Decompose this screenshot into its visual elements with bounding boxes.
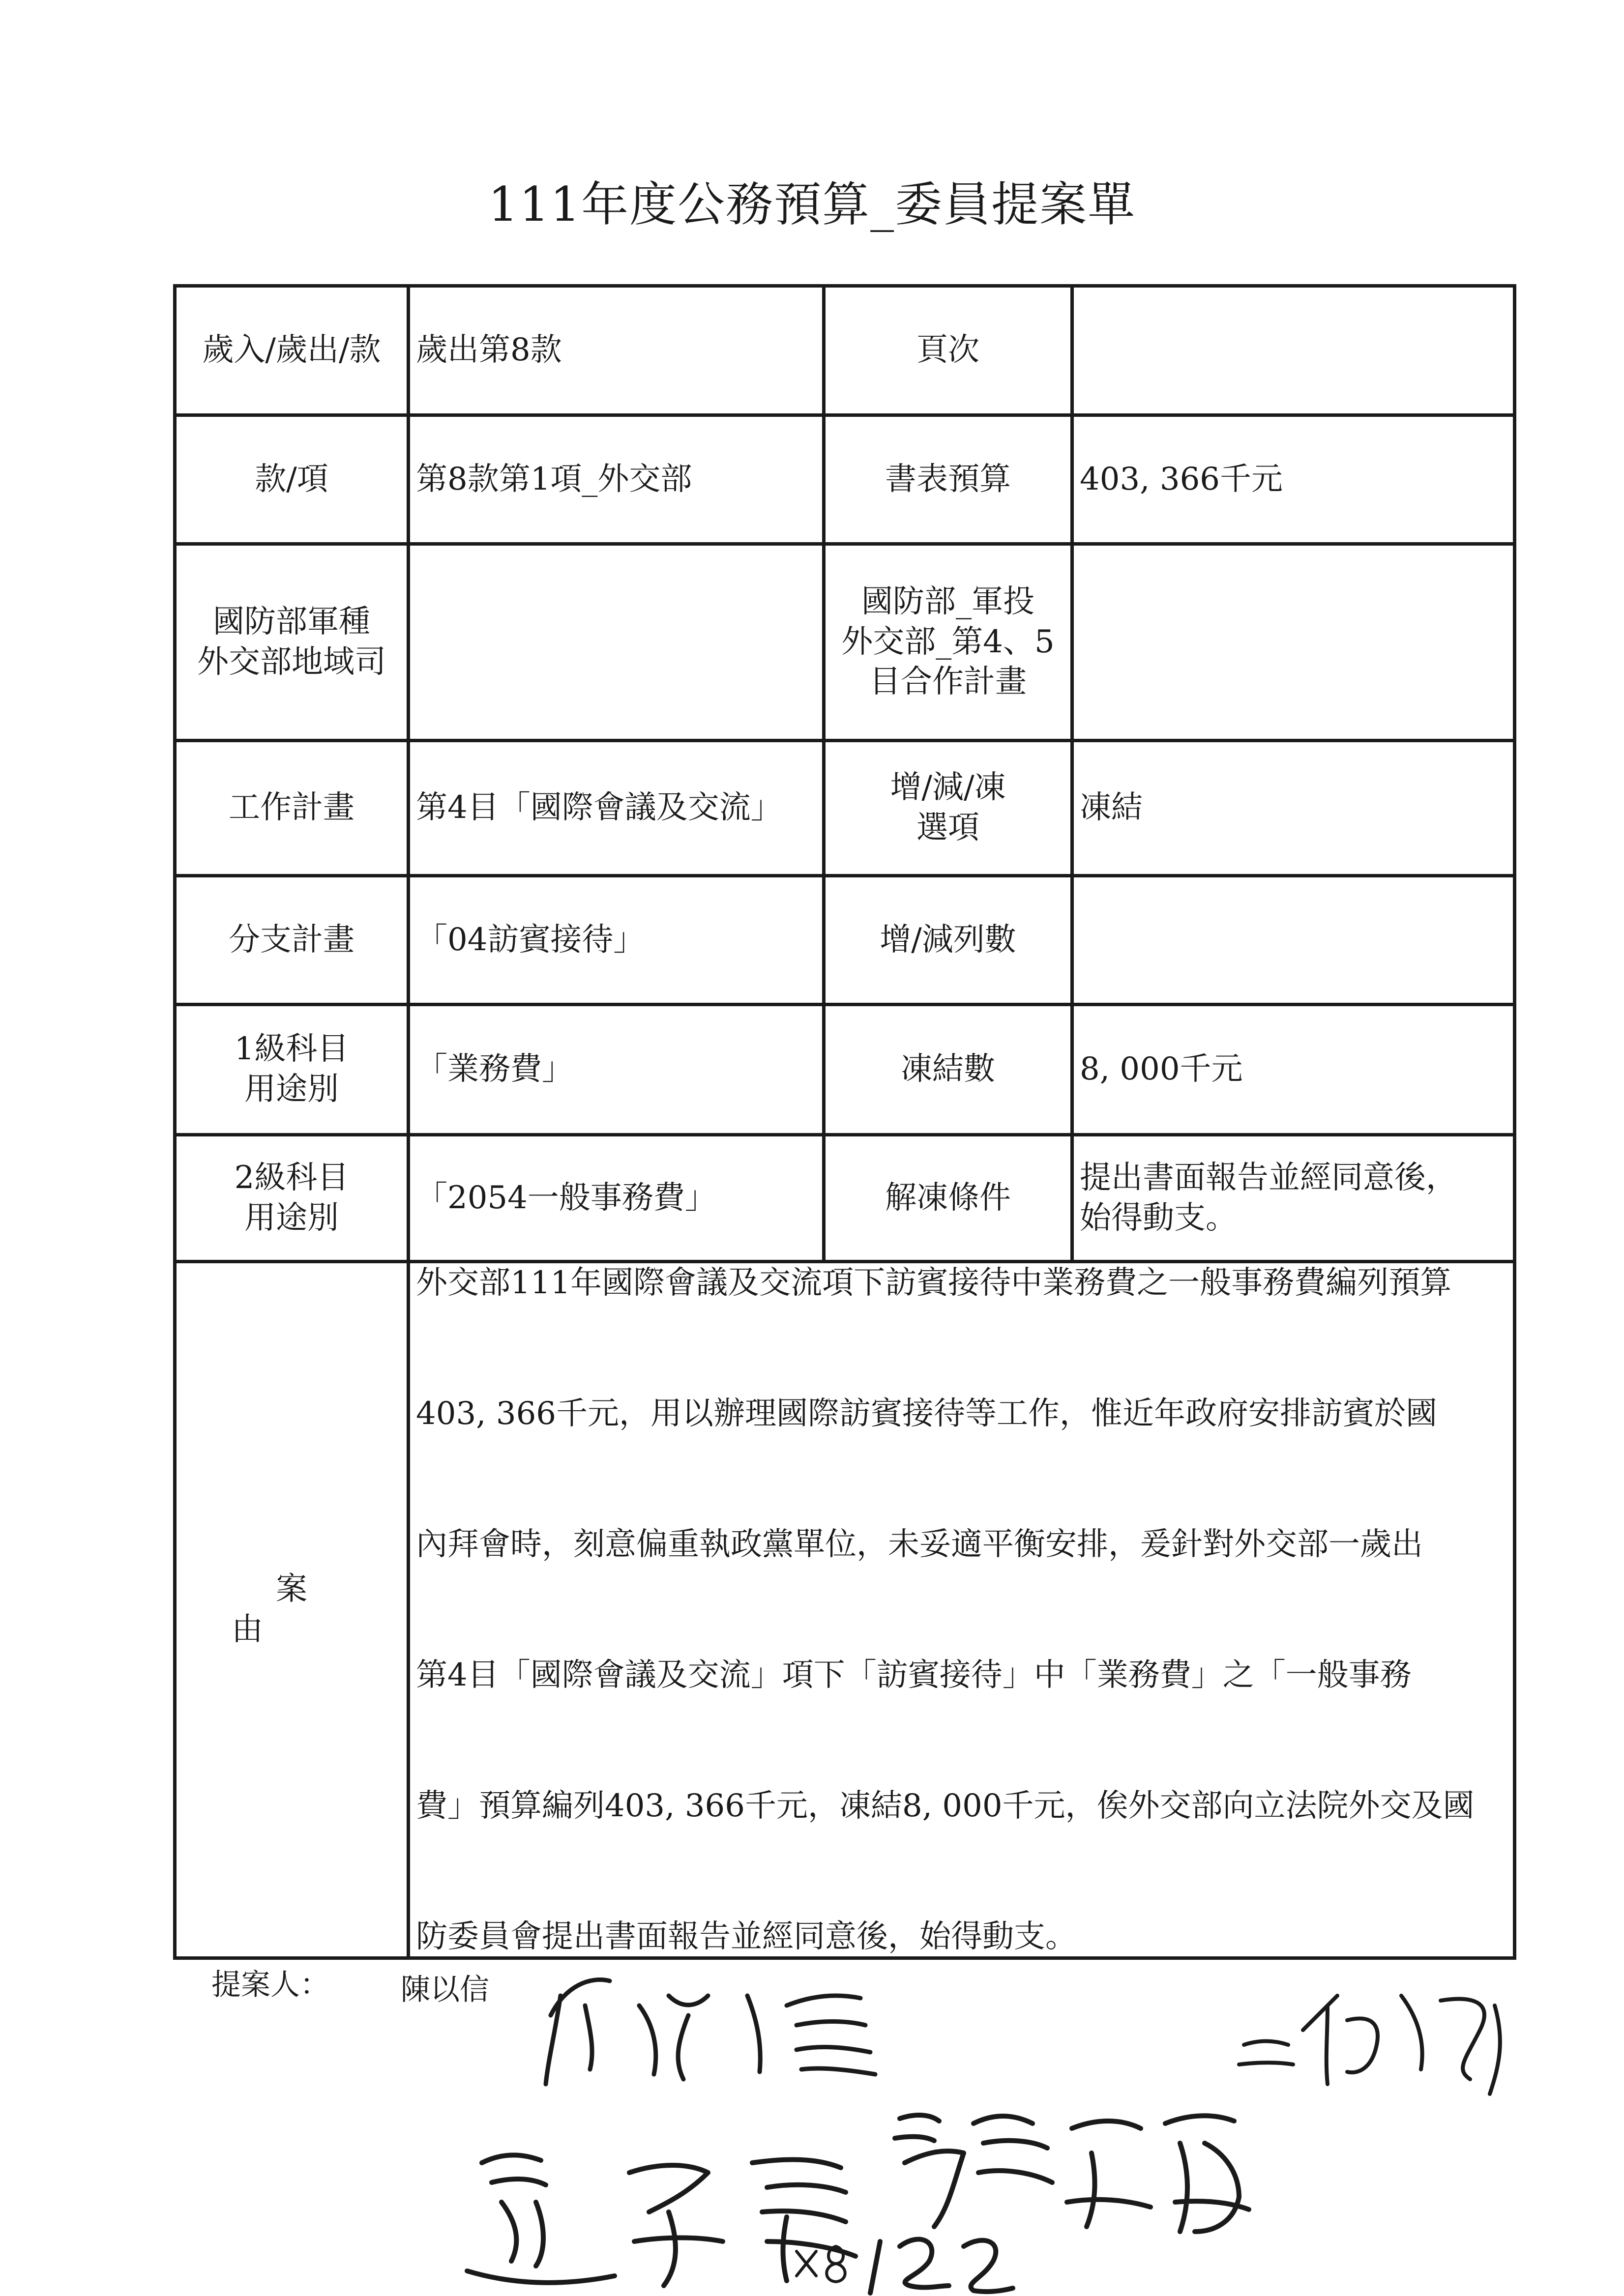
signature-3 bbox=[467, 2155, 856, 2286]
label-plan-code-line1: 國防部_軍投 bbox=[861, 583, 1034, 620]
proposer-label: 提案人： bbox=[211, 1968, 329, 2002]
label-freeze-amount: 凍結數 bbox=[824, 1005, 1072, 1135]
reason-line: 內拜會時，刻意偏重執政黨單位，未妥適平衡安排，爰針對外交部一歲出 bbox=[416, 1526, 1423, 1563]
label-item: 款/項 bbox=[175, 415, 409, 544]
label-work-plan: 工作計畫 bbox=[175, 741, 409, 876]
signature-2 bbox=[1239, 1996, 1500, 2094]
label-adjust-amount: 增/減列數 bbox=[824, 876, 1072, 1005]
value-item: 第8款第1項_外交部 bbox=[409, 415, 824, 544]
reason-line: 費」預算編列403, 366千元，凍結8, 000千元，俟外交部向立法院外交及國 bbox=[416, 1788, 1475, 1824]
page-number bbox=[870, 2239, 1013, 2293]
proposer-name: 陳以信 bbox=[401, 1973, 489, 2007]
label-reason: 案由 bbox=[175, 1262, 409, 1958]
label-level1-subject-line1: 1級科目 bbox=[234, 1031, 349, 1068]
value-adjust-option: 凍結 bbox=[1072, 741, 1515, 876]
label-plan-code-line2: 外交部_第4、5 bbox=[841, 623, 1055, 660]
label-level1-subject-line2: 用途別 bbox=[244, 1071, 339, 1107]
label-department-line1: 國防部軍種 bbox=[213, 603, 370, 640]
label-budget: 書表預算 bbox=[824, 415, 1072, 544]
value-branch-plan: 「04訪賓接待」 bbox=[409, 876, 824, 1005]
signature-1 bbox=[546, 1980, 875, 2084]
value-unfreeze-condition-line1: 提出書面報告並經同意後， bbox=[1080, 1159, 1457, 1196]
reason-line: 403, 366千元，用以辦理國際訪賓接待等工作，惟近年政府安排訪賓於國 bbox=[416, 1395, 1437, 1432]
reason-line: 外交部111年國際會議及交流項下訪賓接待中業務費之一般事務費編列預算 bbox=[416, 1265, 1452, 1301]
label-page: 頁次 bbox=[824, 286, 1072, 415]
value-level1-subject: 「業務費」 bbox=[409, 1005, 824, 1135]
label-level2-subject-line2: 用途別 bbox=[244, 1199, 339, 1236]
signature-4 bbox=[895, 2115, 1249, 2232]
label-department-line2: 外交部地域司 bbox=[197, 643, 386, 680]
label-adjust-option-line2: 選項 bbox=[916, 810, 979, 846]
value-budget: 403, 366千元 bbox=[1072, 415, 1515, 544]
reason-line: 第4目「國際會議及交流」項下「訪賓接待」中「業務費」之「一般事務 bbox=[416, 1657, 1412, 1693]
label-level2-subject-line1: 2級科目 bbox=[234, 1159, 349, 1196]
page-title: 111年度公務預算_委員提案單 bbox=[488, 177, 1136, 232]
value-freeze-amount: 8, 000千元 bbox=[1072, 1005, 1515, 1135]
label-branch-plan: 分支計畫 bbox=[175, 876, 409, 1005]
value-section: 歲出第8款 bbox=[409, 286, 824, 415]
value-work-plan: 第4目「國際會議及交流」 bbox=[409, 741, 824, 876]
value-level2-subject: 「2054一般事務費」 bbox=[409, 1135, 824, 1262]
label-section: 歲入/歲出/款 bbox=[175, 286, 409, 415]
label-plan-code-line3: 目合作計畫 bbox=[869, 664, 1027, 700]
reason-line: 防委員會提出書面報告並經同意後，始得動支。 bbox=[416, 1918, 1077, 1955]
value-unfreeze-condition-line2: 始得動支。 bbox=[1080, 1199, 1237, 1236]
label-adjust-option-line1: 增/減/凍 bbox=[890, 769, 1006, 806]
label-unfreeze-condition: 解凍條件 bbox=[824, 1135, 1072, 1262]
